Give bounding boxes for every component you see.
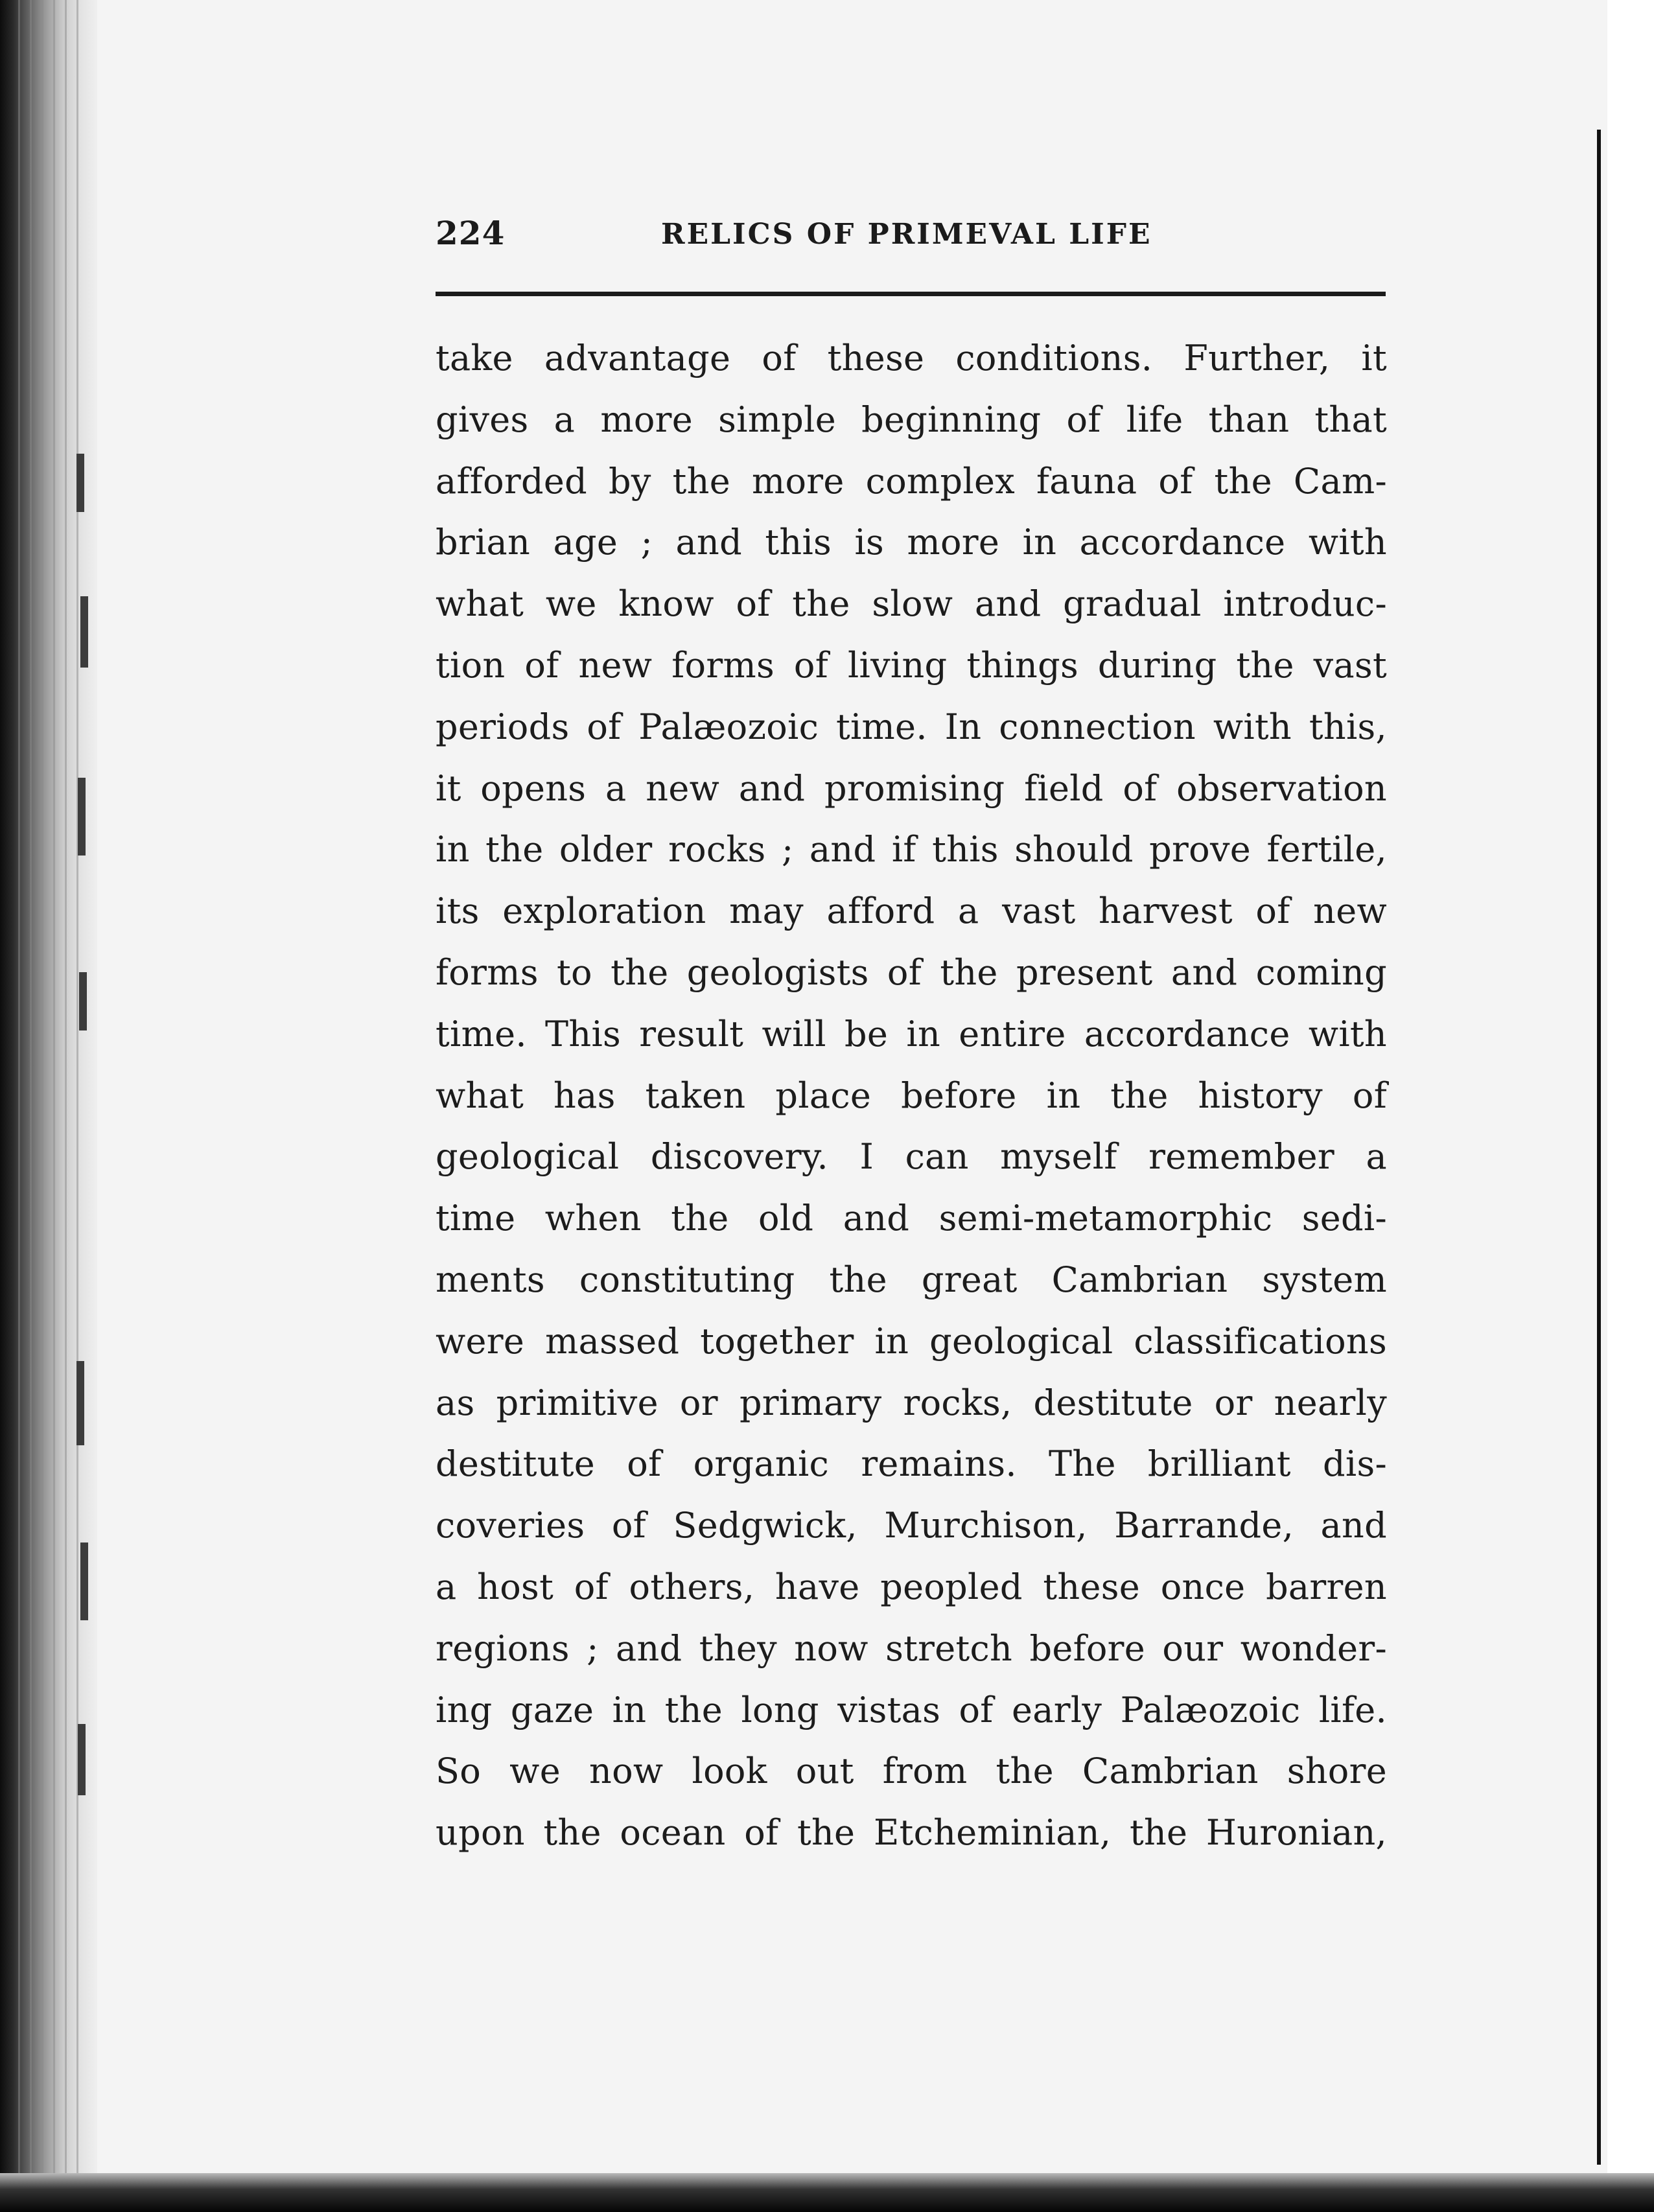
edge-mark xyxy=(80,596,88,668)
page-header xyxy=(436,214,1387,266)
edge-mark xyxy=(78,1724,86,1795)
page-number: 224 xyxy=(436,214,506,252)
page-edge-line xyxy=(41,0,43,2212)
text-line: ments constituting the great Cambrian system xyxy=(436,1259,1387,1300)
text-line: regions ; and they now stretch before our wonder- xyxy=(436,1627,1387,1669)
text-line: in the older rocks ; and if this should prove fertile, xyxy=(436,829,1387,870)
text-line: geological discovery. I can myself remember a xyxy=(436,1136,1387,1178)
page-edge-line xyxy=(65,0,67,2212)
text-line: its exploration may afford a vast harvest of new xyxy=(436,891,1387,932)
text-line: time when the old and semi-metamorphic sedi- xyxy=(436,1198,1387,1239)
text-line: destitute of organic remains. The brilliant dis- xyxy=(436,1443,1387,1485)
edge-mark xyxy=(76,1361,84,1445)
text-line: So we now look out from the Cambrian shore xyxy=(436,1751,1387,1792)
header-rule xyxy=(436,292,1386,296)
text-line: afforded by the more complex fauna of the Cam- xyxy=(436,460,1387,502)
running-head: RELICS OF PRIMEVAL LIFE xyxy=(661,218,1152,251)
text-line: brian age ; and this is more in accordance with xyxy=(436,522,1387,563)
text-line: coveries of Sedgwick, Murchison, Barrande, and xyxy=(436,1505,1387,1546)
edge-mark xyxy=(76,454,84,512)
text-line: tion of new forms of living things during the vast xyxy=(436,644,1387,686)
right-vertical-rule xyxy=(1597,130,1601,2165)
text-line: it opens a new and promising field of observation xyxy=(436,767,1387,809)
text-line: what we know of the slow and gradual introduc- xyxy=(436,583,1387,625)
text-line: upon the ocean of the Etcheminian, the Huronian, xyxy=(436,1812,1387,1854)
text-line: forms to the geologists of the present and coming xyxy=(436,951,1387,993)
page-edge-line xyxy=(53,0,55,2212)
text-line: gives a more simple beginning of life than that xyxy=(436,399,1387,440)
page-edge-line xyxy=(30,0,32,2212)
text-line: a host of others, have peopled these once barren xyxy=(436,1566,1387,1607)
page-edge-line xyxy=(76,0,78,2212)
bottom-shadow-band xyxy=(0,2173,1654,2212)
text-line: take advantage of these conditions. Further, it xyxy=(436,338,1387,378)
text-line: ing gaze in the long vistas of early Palæozoic life. xyxy=(436,1689,1387,1730)
body-text xyxy=(436,328,1387,1864)
right-page-edge xyxy=(1607,0,1654,2212)
edge-mark xyxy=(78,778,86,856)
text-line: what has taken place before in the history of xyxy=(436,1075,1387,1116)
text-line: time. This result will be in entire accordance with xyxy=(436,1013,1387,1054)
text-line: as primitive or primary rocks, destitute or nearly xyxy=(436,1382,1387,1423)
text-line: periods of Palæozoic time. In connection with this, xyxy=(436,706,1387,747)
page-edge-line xyxy=(18,0,20,2212)
edge-mark xyxy=(80,1543,88,1620)
text-line: were massed together in geological classifications xyxy=(436,1320,1387,1362)
edge-mark xyxy=(79,972,87,1030)
book-binding-edge xyxy=(0,0,97,2212)
